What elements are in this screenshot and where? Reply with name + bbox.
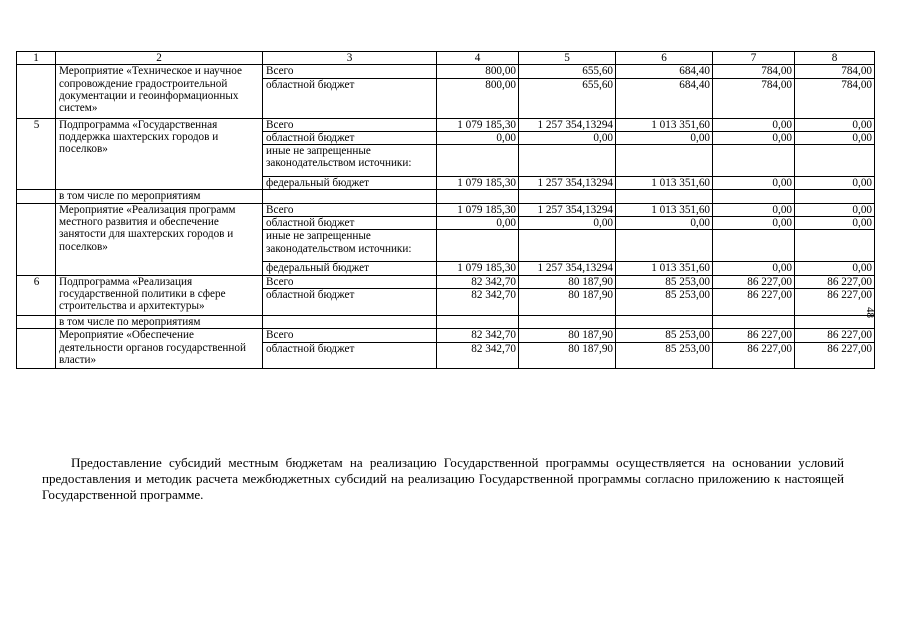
value-cell: 80 187,90 — [519, 329, 616, 342]
value-cell: 85 253,00 — [616, 288, 713, 315]
value-cell: 1 079 185,30 — [437, 262, 519, 275]
value-cell: 1 013 351,60 — [616, 177, 713, 190]
row-number — [17, 203, 56, 275]
value-cell: 0,00 — [795, 217, 875, 230]
value-cell: 0,00 — [616, 131, 713, 144]
program-name: Мероприятие «Техническое и научное сопровождение градостроительной документации и геоинформационных систем» — [56, 65, 263, 118]
program-name: Мероприятие «Обеспечение деятельности органов государственной власти» — [56, 329, 263, 368]
value-cell: 784,00 — [795, 65, 875, 78]
value-cell: 86 227,00 — [713, 288, 795, 315]
header-cell: 8 — [795, 52, 875, 65]
value-cell — [519, 230, 616, 262]
value-cell: 655,60 — [519, 65, 616, 78]
source-label: областной бюджет — [263, 78, 437, 118]
value-cell: 0,00 — [795, 131, 875, 144]
header-cell: 7 — [713, 52, 795, 65]
value-cell — [713, 230, 795, 262]
row-number: 6 — [17, 275, 56, 315]
value-cell — [437, 230, 519, 262]
subsection-label: в том числе по мероприятиям — [56, 315, 263, 328]
value-cell: 784,00 — [713, 78, 795, 118]
header-cell: 4 — [437, 52, 519, 65]
value-cell: 1 013 351,60 — [616, 203, 713, 216]
table-row — [17, 329, 875, 342]
source-label: областной бюджет — [263, 288, 437, 315]
source-label: областной бюджет — [263, 131, 437, 144]
header-cell: 6 — [616, 52, 713, 65]
value-cell: 1 257 354,13294 — [519, 203, 616, 216]
value-cell: 1 257 354,13294 — [519, 177, 616, 190]
value-cell: 80 187,90 — [519, 342, 616, 368]
value-cell: 684,40 — [616, 78, 713, 118]
row-number — [17, 315, 56, 328]
value-cell: 80 187,90 — [519, 275, 616, 288]
value-cell — [795, 230, 875, 262]
value-cell: 85 253,00 — [616, 275, 713, 288]
value-cell: 85 253,00 — [616, 329, 713, 342]
table-row — [17, 118, 875, 131]
value-cell: 0,00 — [713, 217, 795, 230]
value-cell: 0,00 — [795, 203, 875, 216]
value-cell: 0,00 — [713, 262, 795, 275]
value-cell: 0,00 — [795, 262, 875, 275]
row-number — [17, 65, 56, 118]
program-name: Подпрограмма «Государственная поддержка шахтерских городов и поселков» — [56, 118, 263, 190]
value-cell — [616, 230, 713, 262]
value-cell: 684,40 — [616, 65, 713, 78]
value-cell: 800,00 — [437, 65, 519, 78]
value-cell: 800,00 — [437, 78, 519, 118]
value-cell: 0,00 — [713, 118, 795, 131]
row-number: 5 — [17, 118, 56, 190]
value-cell: 86 227,00 — [795, 288, 875, 315]
value-cell: 0,00 — [713, 131, 795, 144]
source-label: областной бюджет — [263, 217, 437, 230]
page-number: 48 — [864, 307, 876, 318]
value-cell — [713, 145, 795, 177]
source-label: федеральный бюджет — [263, 262, 437, 275]
source-label: Всего — [263, 203, 437, 216]
header-cell: 1 — [17, 52, 56, 65]
program-name: Мероприятие «Реализация программ местного развития и обеспечение занятости для шахтерских городов и поселков» — [56, 203, 263, 275]
source-label: Всего — [263, 329, 437, 342]
value-cell: 1 013 351,60 — [616, 118, 713, 131]
value-cell: 86 227,00 — [795, 342, 875, 368]
value-cell: 82 342,70 — [437, 275, 519, 288]
value-cell: 86 227,00 — [713, 342, 795, 368]
value-cell: 0,00 — [437, 131, 519, 144]
source-label: областной бюджет — [263, 342, 437, 368]
source-label: Всего — [263, 118, 437, 131]
value-cell: 86 227,00 — [795, 275, 875, 288]
value-cell: 1 257 354,13294 — [519, 262, 616, 275]
value-cell: 1 079 185,30 — [437, 118, 519, 131]
table-row — [17, 190, 875, 203]
source-label: Всего — [263, 275, 437, 288]
value-cell — [437, 145, 519, 177]
value-cell: 82 342,70 — [437, 342, 519, 368]
value-cell: 655,60 — [519, 78, 616, 118]
value-cell: 0,00 — [437, 217, 519, 230]
program-name: Подпрограмма «Реализация государственной политики в сфере строительства и архитектуры» — [56, 275, 263, 315]
value-cell: 86 227,00 — [713, 329, 795, 342]
value-cell: 0,00 — [795, 177, 875, 190]
value-cell: 82 342,70 — [437, 288, 519, 315]
value-cell: 1 013 351,60 — [616, 262, 713, 275]
table-row — [17, 315, 875, 328]
table-row — [17, 203, 875, 216]
value-cell — [616, 145, 713, 177]
row-number — [17, 329, 56, 368]
value-cell: 1 079 185,30 — [437, 203, 519, 216]
value-cell: 1 079 185,30 — [437, 177, 519, 190]
source-label: федеральный бюджет — [263, 177, 437, 190]
table-row — [17, 65, 875, 78]
value-cell — [795, 145, 875, 177]
header-row — [17, 52, 875, 65]
header-cell: 2 — [56, 52, 263, 65]
source-label: иные не запрещенные законодательством источники: — [263, 145, 437, 177]
value-cell — [519, 145, 616, 177]
table-row — [17, 275, 875, 288]
footer-paragraph: Предоставление субсидий местным бюджетам на реализацию Государственной программы осуществляется на основании условий предоставления и методик расчета межбюджетных субсидий на реализацию Государственной программы согласно приложению к настоящей Государственной программе. — [42, 455, 844, 502]
value-cell: 0,00 — [713, 177, 795, 190]
value-cell: 1 257 354,13294 — [519, 118, 616, 131]
value-cell: 85 253,00 — [616, 342, 713, 368]
value-cell: 0,00 — [519, 217, 616, 230]
value-cell: 784,00 — [795, 78, 875, 118]
value-cell: 82 342,70 — [437, 329, 519, 342]
row-number — [17, 190, 56, 203]
subsection-label: в том числе по мероприятиям — [56, 190, 263, 203]
value-cell: 86 227,00 — [795, 329, 875, 342]
header-cell: 5 — [519, 52, 616, 65]
source-label: иные не запрещенные законодательством источники: — [263, 230, 437, 262]
value-cell: 0,00 — [795, 118, 875, 131]
value-cell: 80 187,90 — [519, 288, 616, 315]
value-cell: 784,00 — [713, 65, 795, 78]
value-cell: 0,00 — [519, 131, 616, 144]
source-label: Всего — [263, 65, 437, 78]
value-cell: 0,00 — [713, 203, 795, 216]
value-cell: 0,00 — [616, 217, 713, 230]
budget-table — [16, 51, 875, 369]
value-cell: 86 227,00 — [713, 275, 795, 288]
header-cell: 3 — [263, 52, 437, 65]
